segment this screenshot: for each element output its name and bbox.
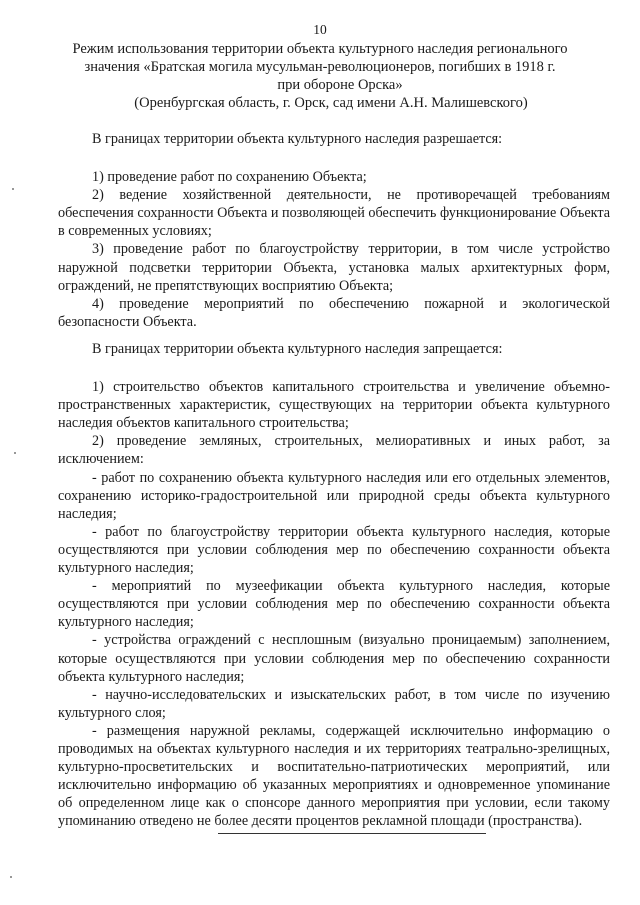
title-line-1: Режим использования территории объекта культурного наследия регионального (72, 41, 568, 57)
end-rule (218, 833, 486, 834)
prohibited-heading: В границах территории объекта культурного наследия запрещается: (92, 341, 503, 357)
prohibited-item: - работ по сохранению объекта культурного наследия или его отдельных элементов, сохранению историко-градостроительной или природной среды объекта культурного наследия; (58, 469, 610, 522)
prohibited-item: - работ по благоустройству территории объекта культурного наследия, которые осуществляются при условии соблюдения мер по обеспечению сохранности объекта культурного наследия; (58, 523, 610, 577)
prohibited-section (58, 340, 610, 830)
prohibited-item: - мероприятий по музеефикации объекта культурного наследия, которые осуществляются при условии соблюдения мер по обеспечению сохранности объекта культурного наследия; (58, 578, 610, 631)
scan-speck (14, 452, 16, 454)
title-line-3: при обороне Орска» (277, 77, 403, 93)
scan-speck (10, 876, 12, 878)
prohibited-item: - устройства ограждений с несплошным (визуально проницаемым) заполнением, которые осуществляются при условии соблюдения мер по обеспечению сохранности объекта культурного наследия; (58, 632, 610, 685)
title-line-4: (Оренбургская область, г. Орск, сад имени А.Н. Малишевского) (134, 95, 528, 111)
prohibited-item: 1) строительство объектов капитального строительства и увеличение объемно-пространственных характеристик, существующих на территории объекта культурного наследия объектов капитального строительства; (58, 379, 610, 432)
page-number: 10 (313, 22, 327, 37)
prohibited-item: - научно-исследовательских и изыскательских работ, в том числе по изучению культурного слоя; (58, 686, 610, 721)
allowed-heading: В границах территории объекта культурного наследия разрешается: (92, 131, 503, 147)
document-title (50, 40, 590, 112)
allowed-item: 4) проведение мероприятий по обеспечению пожарной и экологической безопасности Объекта. (58, 295, 610, 330)
title-line-2: значения «Братская могила мусульман-революционеров, погибших в 1918 г. (84, 59, 556, 75)
allowed-item: 3) проведение работ по благоустройству территории, в том числе устройство наружной подсветки территории Объекта, установка малых архитектурных форм, ограждений, не препятствующих восприятию Объекта; (58, 241, 610, 294)
allowed-section (58, 130, 610, 331)
prohibited-item: 2) проведение земляных, строительных, мелиоративных и иных работ, за исключением: (58, 433, 610, 468)
prohibited-item: - размещения наружной рекламы, содержащей исключительно информацию о проводимых на объектах культурного наследия и их территориях театрально-зрелищных, культурно-просветительских и воспитательно-патриотических мероприятий, или исключительно информацию об указанных мероприятиях и одновременное упоминание об определенном лице как о спонсоре данного мероприятия при условии, если такому упоминанию отведено не более десяти процентов рекламной площади (пространства). (58, 722, 610, 830)
allowed-item: 2) ведение хозяйственной деятельности, не противоречащей требованиям обеспечения сохранности Объекта и позволяющей обеспечить функционирование Объекта в современных условиях; (58, 187, 610, 240)
scan-speck (12, 188, 14, 190)
allowed-item: 1) проведение работ по сохранению Объекта; (92, 169, 367, 186)
